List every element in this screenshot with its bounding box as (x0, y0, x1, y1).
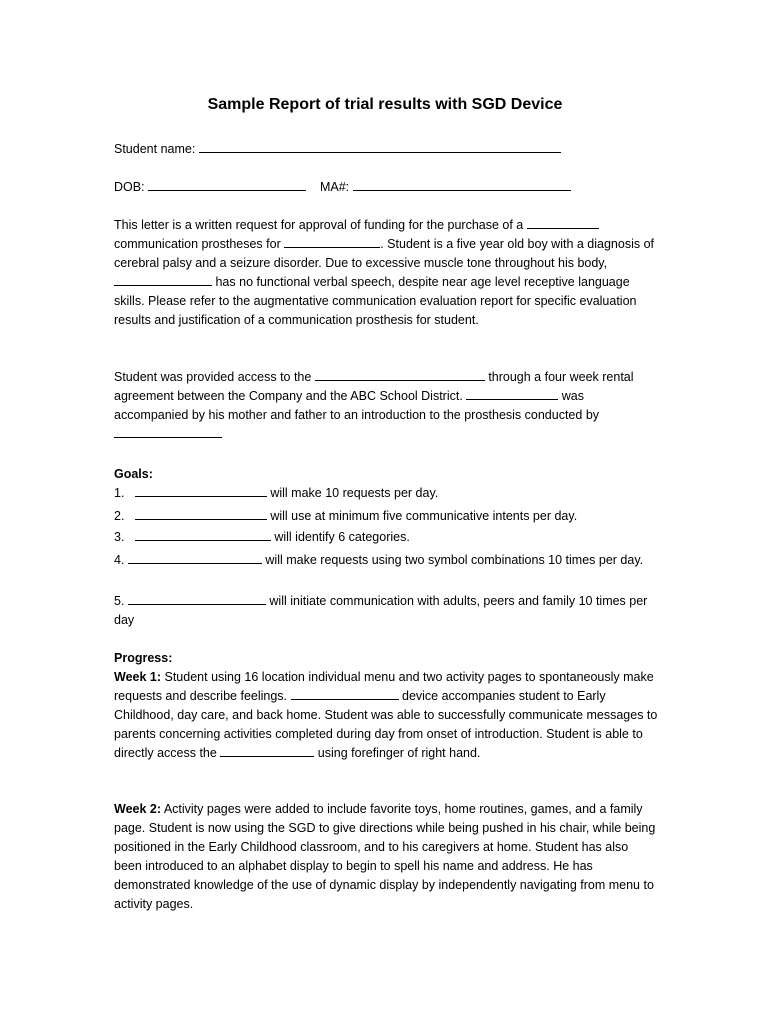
goal-item-2 (114, 507, 659, 526)
goal-number: 3. (114, 530, 125, 544)
student-blank[interactable] (466, 387, 558, 400)
goal-number: 1. (114, 486, 125, 500)
page-title: Sample Report of trial results with SGD Device (207, 96, 563, 113)
goal-number: 5. (114, 594, 125, 608)
week2-paragraph (114, 800, 659, 914)
week1-text-b: device accompanies student to Early Childhood, day care, and back home. Student was able to successfully communicate messages to parents concerning activities completed during day from onset of introduction. Student is able to directly access the (114, 689, 658, 760)
goal-blank[interactable] (128, 551, 262, 564)
week1-text-c: using forefinger of right hand. (317, 746, 481, 760)
goal-blank[interactable] (135, 507, 267, 520)
goal-blank[interactable] (128, 592, 266, 605)
student-name-label: Student name: (114, 142, 196, 156)
goal-blank[interactable] (135, 484, 267, 497)
student-name-row (114, 140, 659, 159)
goal-text: will initiate communication with adults, peers and family 10 times per day (114, 594, 648, 627)
dob-label: DOB: (114, 180, 145, 194)
intro-text-3: . Student is a five year old boy with a diagnosis of cerebral palsy and a seizure disorder. Due to excessive muscle tone throughout his body, (114, 237, 655, 270)
device-name-blank[interactable] (315, 368, 485, 381)
goal-text: will make 10 requests per day. (270, 486, 439, 500)
intro-paragraph (114, 216, 659, 330)
intro-text-4: has no functional verbal speech, despite near age level receptive language skills. Please refer to the augmentative communication evaluation report for specific evaluation results and justification of a communication prosthesis for student. (114, 275, 637, 327)
progress-heading: Progress: (114, 651, 173, 665)
week1-label: Week 1: (114, 670, 162, 684)
week2-label: Week 2: (114, 802, 162, 816)
week1-paragraph (114, 668, 659, 763)
goal-item-3 (114, 528, 659, 547)
week2-text: Activity pages were added to include favorite toys, home routines, games, and a family page. Student is now using the SGD to give directions while being pushed in his chair, while being positioned in the Early Childhood classroom, and to his caregivers at home. Student has also been introduced to an alphabet display to begin to spell his name and address. He has demonstrated knowledge of the use of dynamic display by independently navigating from menu to activity pages. (114, 802, 656, 911)
student-pronoun-blank[interactable] (114, 273, 212, 286)
student-name-blank[interactable] (199, 140, 561, 153)
goal-number: 4. (114, 553, 125, 567)
access-paragraph (114, 368, 659, 444)
goal-item-1 (114, 484, 659, 503)
goal-item-5 (114, 592, 659, 630)
goal-item-4 (114, 551, 659, 570)
ma-blank[interactable] (353, 178, 571, 191)
goal-text: will use at minimum five communicative intents per day. (270, 509, 578, 523)
access-text-2: through a four week rental agreement between the Company and the ABC School District. (114, 370, 634, 403)
goal-text: will make requests using two symbol combinations 10 times per day. (265, 553, 644, 567)
week1-device-blank[interactable] (291, 687, 399, 700)
week1-text-a: Student using 16 location individual menu and two activity pages to spontaneously make requests and describe feelings. (114, 670, 654, 703)
goal-text: will identify 6 categories. (274, 530, 410, 544)
conducted-by-blank[interactable] (114, 425, 222, 438)
goal-blank[interactable] (135, 528, 271, 541)
goal-number: 2. (114, 509, 125, 523)
access-text-1: Student was provided access to the (114, 370, 312, 384)
intro-text-1: This letter is a written request for approval of funding for the purchase of a (114, 218, 524, 232)
prosthesis-recipient-blank[interactable] (284, 235, 380, 248)
goals-heading: Goals: (114, 467, 153, 481)
access-text-3: was accompanied by his mother and father to an introduction to the prosthesis conducted by (114, 389, 600, 422)
dob-blank[interactable] (148, 178, 306, 191)
device-blank[interactable] (527, 216, 599, 229)
ma-label: MA#: (319, 180, 350, 194)
week1-access-blank[interactable] (220, 744, 314, 757)
dob-ma-row (114, 178, 659, 197)
intro-text-2: communication prostheses for (114, 237, 281, 251)
